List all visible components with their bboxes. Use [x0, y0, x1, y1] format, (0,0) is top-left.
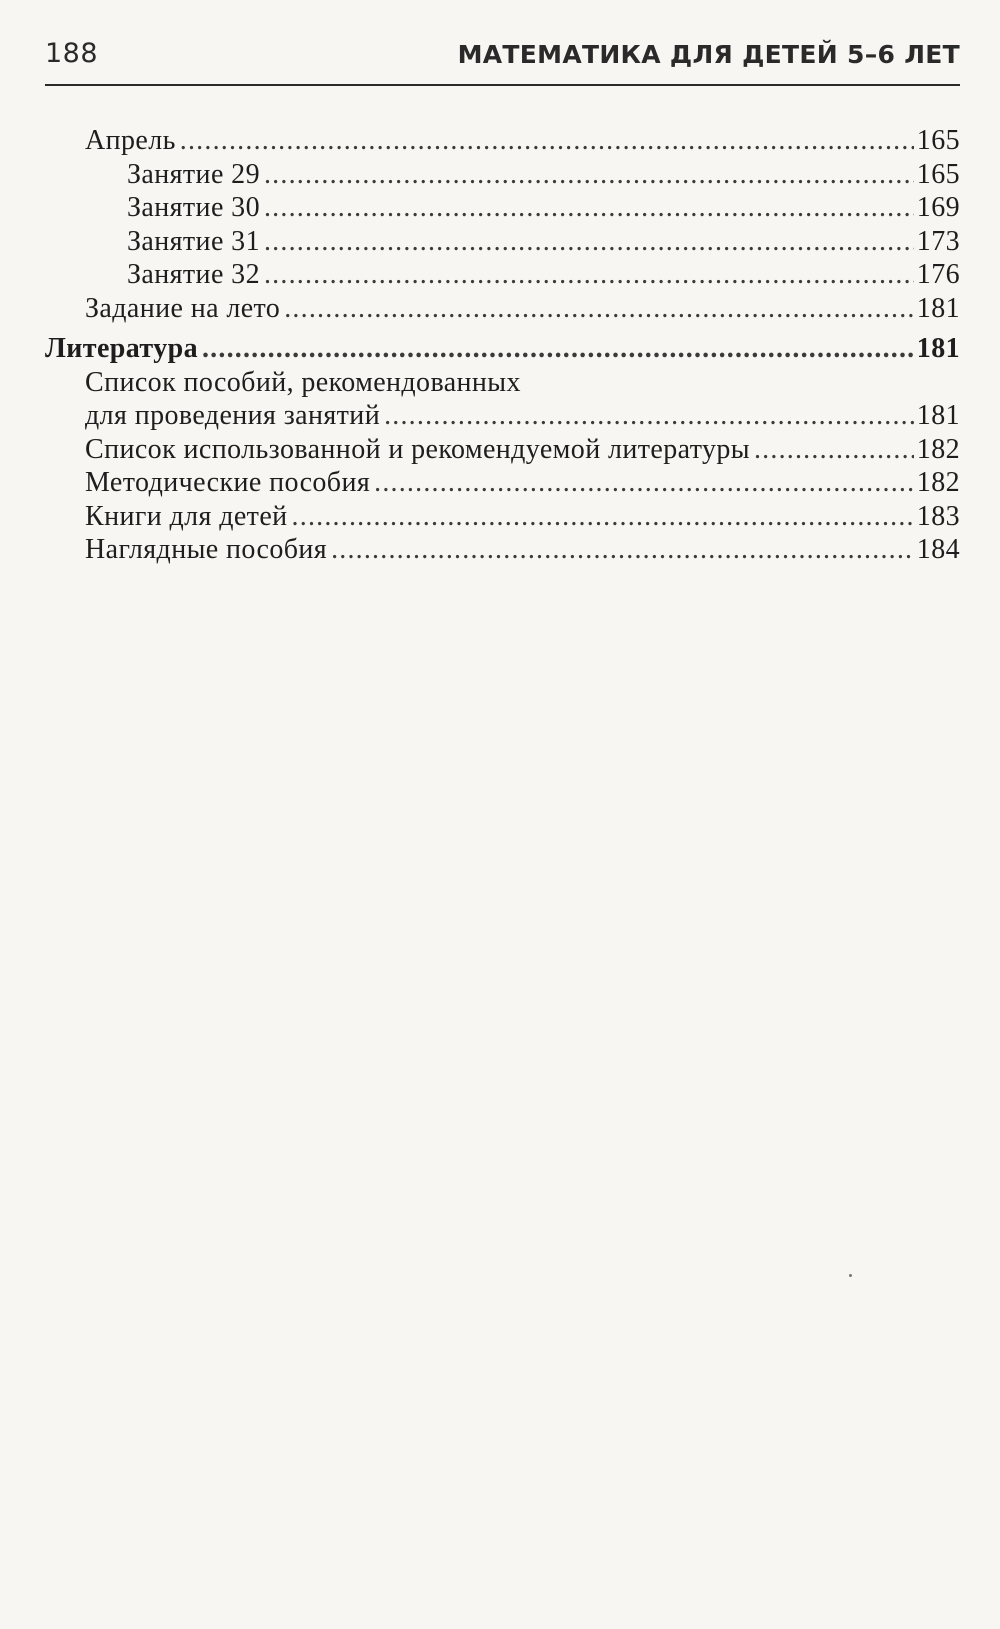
dot-leader	[202, 332, 914, 366]
dot-leader	[264, 191, 914, 225]
dot-leader	[754, 433, 914, 467]
toc-entry-page: 183	[916, 500, 960, 532]
toc-entry-page: 169	[916, 192, 960, 223]
toc-entry-page: 165	[916, 125, 960, 156]
toc-entry-label-line2: для проведения занятий	[85, 400, 381, 431]
header-rule	[45, 84, 960, 86]
dot-leader	[331, 533, 914, 567]
dot-leader	[180, 124, 914, 158]
toc-entry-page: 181	[916, 400, 960, 431]
toc-entry-label: Занятие 29	[127, 158, 260, 190]
toc-entry-lesson-29	[45, 158, 960, 192]
toc-entry-page: 184	[916, 534, 960, 565]
toc-entry-recommended-aids	[45, 366, 960, 433]
dot-leader	[292, 500, 914, 534]
toc-entry-label: Литература	[45, 333, 198, 364]
paper-speck	[849, 1274, 852, 1277]
dot-leader	[284, 292, 914, 326]
toc-entry-page: 165	[916, 158, 960, 190]
toc-entry-page: 181	[916, 333, 960, 364]
toc-entry-label: Список использованной и рекомендуемой литературы	[85, 433, 750, 465]
toc-entry-label: Наглядные пособия	[85, 534, 328, 565]
dot-leader	[264, 225, 914, 259]
dot-leader	[374, 466, 914, 500]
toc-entry-references	[45, 433, 960, 467]
toc-entry-label: Занятие 32	[127, 259, 260, 290]
dot-leader	[384, 399, 914, 433]
toc-entry-label: Методические пособия	[85, 467, 371, 498]
page-number: 188	[45, 38, 99, 69]
toc-entry-page: 182	[916, 433, 960, 465]
toc-entry-childrens-books	[45, 500, 960, 534]
toc-entry-label: Занятие 30	[127, 192, 260, 223]
toc-entry-lesson-30	[45, 191, 960, 225]
dot-leader	[264, 258, 914, 292]
table-of-contents	[45, 124, 960, 567]
toc-entry-label: Книги для детей	[85, 500, 288, 532]
running-title: МАТЕМАТИКА ДЛЯ ДЕТЕЙ 5–6 ЛЕТ	[457, 40, 960, 69]
toc-entry-april	[45, 124, 960, 158]
page-header	[45, 38, 960, 78]
toc-entry-page: 181	[916, 292, 960, 324]
toc-entry-lesson-31	[45, 225, 960, 259]
toc-entry-page: 182	[916, 467, 960, 498]
toc-entry-visual-aids	[45, 533, 960, 567]
toc-entry-lesson-32	[45, 258, 960, 292]
toc-entry-summer-task	[45, 292, 960, 326]
toc-entry-page: 173	[916, 225, 960, 257]
toc-entry-page: 176	[916, 259, 960, 290]
toc-entry-label: Апрель	[85, 125, 176, 156]
toc-entry-last-line	[85, 399, 960, 433]
dot-leader	[264, 158, 914, 192]
toc-entry-label-line1: Список пособий, рекомендованных	[85, 366, 521, 398]
toc-entry-label: Задание на лето	[85, 292, 281, 324]
toc-entry-methodical-aids	[45, 466, 960, 500]
toc-entry-label: Занятие 31	[127, 225, 260, 257]
toc-entry-literature	[45, 332, 960, 366]
